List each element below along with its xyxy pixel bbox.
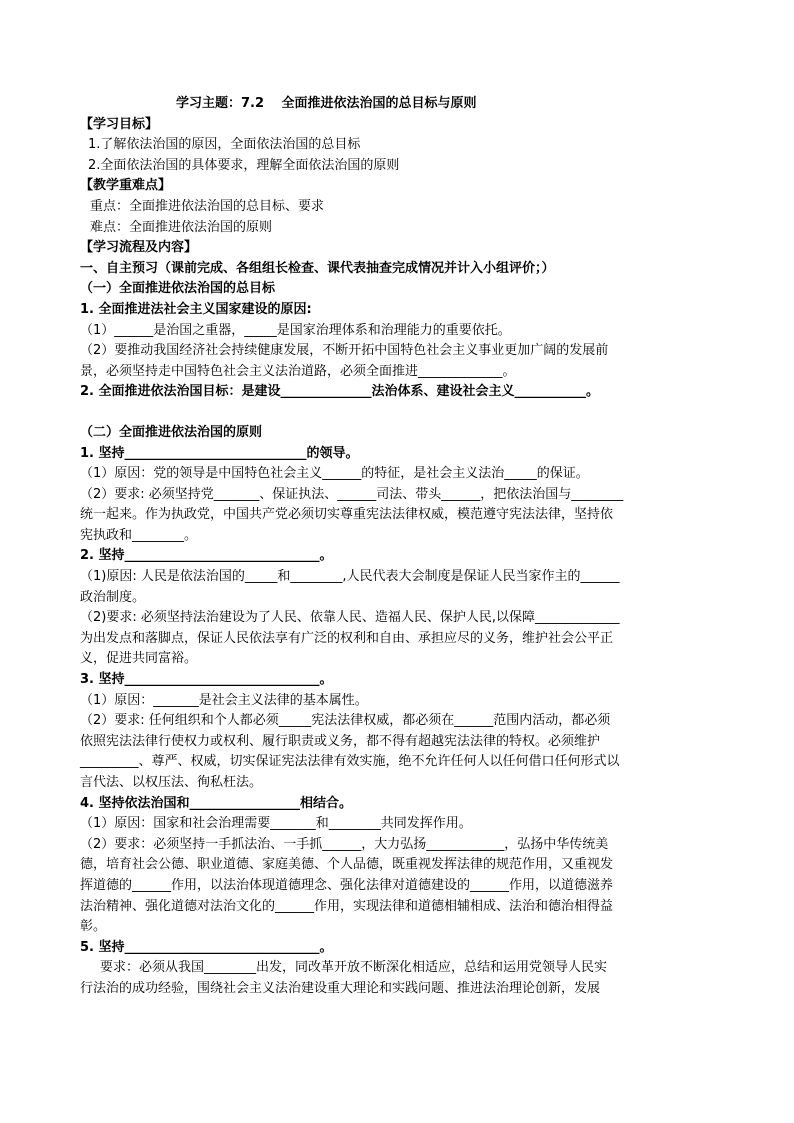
part1-title-text: 一、自主预习（课前完成、各组组长检查、课代表抽查完成情况并计入小组评价；） [80,260,555,276]
principle1-req-line1: （2）要求: 必须坚持党_______、保证执法、______司法、带头______，把依法治国与________ [80,486,624,502]
principle4-req-line4: 法治精神、强化道德对法治文化的______作用，实现法律和道德相辅相成、法治和德治相得益 [80,898,614,914]
principle4-req-line1: （2）要求：必须坚持一手抓法治、一手抓______，大力弘扬____________，弘扬中华传统美 [80,836,609,852]
section1-q1-b-line1: （2）要推动我国经济社会持续健康发展，不断开拓中国特色社会主义事业更加广阔的发展前 [80,343,609,359]
section1-q1-b-line2: 景，必须坚持走中国特色社会主义法治道路，必须全面推进_____________。 [80,363,516,379]
key-point-item: 难点：全面推进依法治国的原则 [90,219,273,235]
principle2-req-line1: （2)要求: 必须坚持法治建设为了人民、依靠人民、造福人民、保护人民,以保障_____________ [80,610,620,626]
principle1-reason: （1）原因：党的领导是中国特色社会主义______的特征，是社会主义法治_____的保证。 [80,466,589,482]
section-spacer [80,403,690,423]
principle5-req-line1: 要求：必须从我国________出发，同改革开放不断深化相适应，总结和运用党领导人民实 [100,960,608,976]
principle2-reason-line1: （1)原因: 人民是依法治国的_____和________,人民代表大会制度是保证人民当家作主的______ [80,569,620,585]
worksheet-page [80,94,690,1000]
section1-q2: 2. 全面推进依法治国目标：是建设______________法治体系、建设社会主义___________。 [80,384,600,400]
principle4-req-line3: 挥道德的______作用，以法治体现道德理念、强化法律对道德建设的______作用，以道德滋养 [80,877,614,893]
process-heading: 【学习流程及内容】 [80,240,198,256]
principle4-reason: （1）原因：国家和社会治理需要_______和________共同发挥作用。 [80,816,472,832]
principle3-req-line1: （2）要求: 任何组织和个人都必须_____宪法法律权威，都必须在______范围内活动，都必须 [80,713,611,729]
section1-q1-a: （1）______是治国之重器，_____是国家治理体系和治理能力的重要依托。 [80,322,511,338]
part1-title [80,259,690,280]
principle2-req-line3: 义，促进共同富裕。 [80,651,198,667]
principle4-req-line2: 德，培育社会公德、职业道德、家庭美德、个人品德，既重视发挥法律的规范作用，又重视发 [80,857,614,873]
principle2-req-line2: 为出发点和落脚点，保证人民依法享有广泛的权利和自由、承担应尽的义务，维护社会公平正 [80,630,614,646]
key-point-item: 重点：全面推进依法治国的总目标、要求 [90,198,325,214]
key-points-heading: 【教学重难点】 [80,178,172,194]
objectives-heading: 【学习目标】 [80,116,159,132]
principle2-title: 2. 坚持______________________________。 [80,548,333,564]
principle3-title: 3. 坚持______________________________。 [80,672,333,688]
section1-heading: （一）全面推进依法治国的总目标 [80,281,276,297]
principle5-req-line2: 行法治的成功经验，围绕社会主义法治建设重大理论和实践问题、推进法治理论创新，发展 [80,980,601,996]
principle3-req-line4: 言代法、以权压法、徇私枉法。 [80,775,263,790]
principle4-title: 4. 坚持依法治国和_________________相结合。 [80,795,353,811]
principle2-reason-line2: 政治制度。 [80,589,146,605]
page-title: 学习主题：7.2 全面推进依法治国的总目标与原则 [176,96,477,111]
objective-item: 2.全面依法治国的具体要求，理解全面依法治国的原则 [88,157,400,173]
principle4-req-line5: 彰。 [80,919,107,935]
section1-q1-title: 1. 全面推进法社会主义国家建设的原因: [80,301,312,317]
objective-item: 1.了解依法治国的原因，全面依法治国的总目标 [88,137,361,153]
principle1-title: 1. 坚持____________________________的领导。 [80,445,359,461]
principle3-req-line2: 依照宪法法律行使权力或权利、履行职责或义务，都不得有超越宪法法律的特权。必须维护 [80,733,601,749]
principle1-req-line2: 统一起来。作为执政党，中国共产党必须切实尊重宪法法律权威，模范遵守宪法法律，坚持依 [80,507,614,523]
principle5-title: 5. 坚持______________________________。 [80,939,333,955]
principle3-reason: （1）原因：_______是社会主义法律的基本属性。 [80,692,368,708]
principle1-req-line3: 宪执政和________。 [80,527,198,543]
principle3-req-line3: _________、尊严、权威，切实保证宪法法律有效实施，绝不允许任何人以任何借口任何形式以 [80,754,620,770]
section2-heading: （二）全面推进依法治国的原则 [80,424,263,440]
